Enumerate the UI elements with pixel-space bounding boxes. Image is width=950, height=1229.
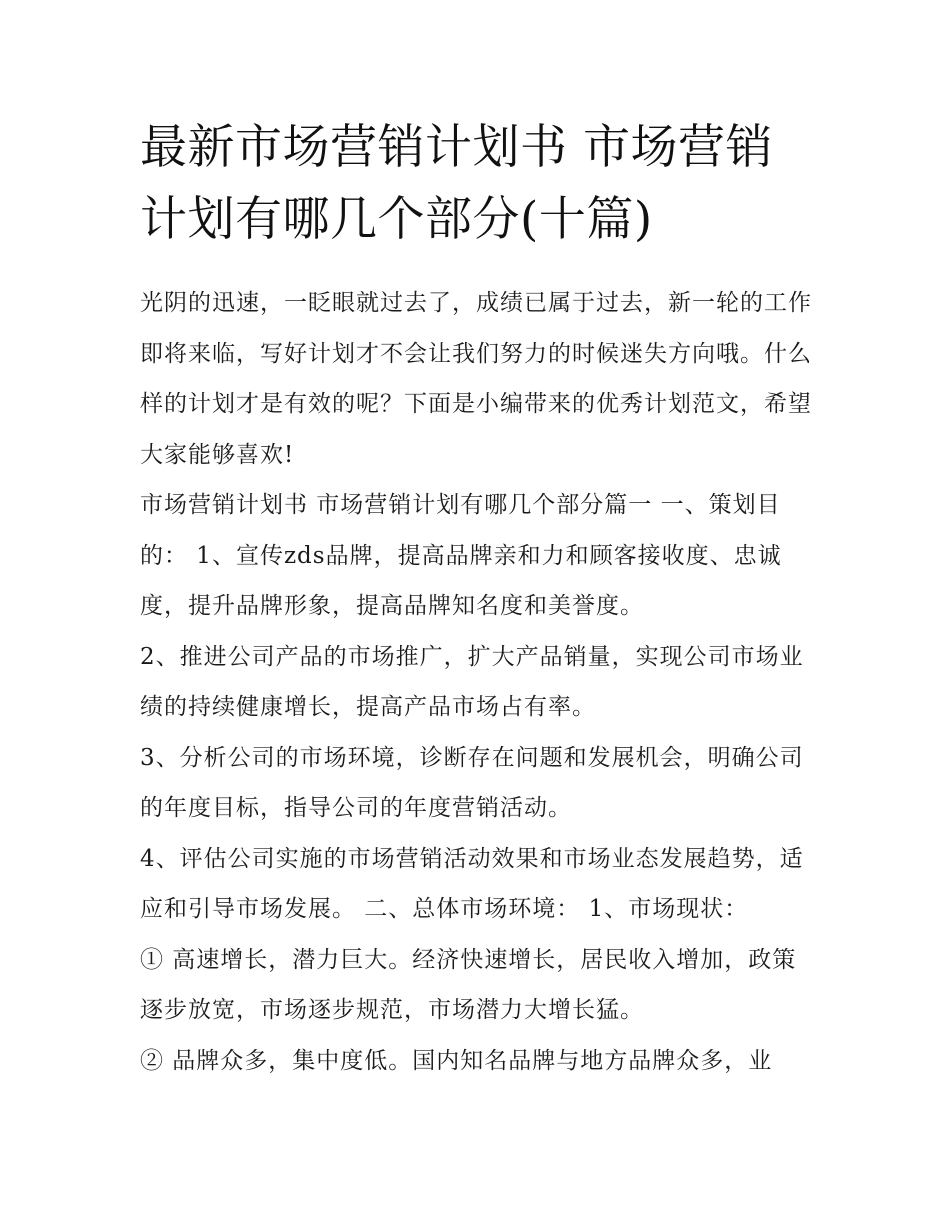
point-2-paragraph: 2、推进公司产品的市场推广，扩大产品销量，实现公司市场业绩的持续健康增长，提高产品市场占有率。 <box>140 643 804 720</box>
point-3-paragraph: 3、分析公司的市场环境，诊断存在问题和发展机会，明确公司的年度目标，指导公司的年度营销活动。 <box>140 744 804 821</box>
circled-1-paragraph: ① 高速增长，潜力巨大。经济快速增长，居民收入增加，政策逐步放宽，市场逐步规范，市场潜力大增长猛。 <box>140 946 797 1023</box>
circled-2-paragraph: ② 品牌众多，集中度低。国内知名品牌与地方品牌众多，业 <box>140 1047 773 1074</box>
document-page <box>140 112 820 1086</box>
document-title: 最新市场营销计划书 市场营销计划有哪几个部分(十篇) <box>140 120 773 247</box>
intro-paragraph: 光阴的迅速，一眨眼就过去了，成绩已属于过去，新一轮的工作即将来临，写好计划才不会让我们努力的时候迷失方向哦。什么样的计划才是有效的呢？下面是小编带来的优秀计划范文，希望大家能够喜欢! <box>140 290 812 468</box>
point-4-paragraph: 4、评估公司实施的市场营销活动效果和市场业态发展趋势，适应和引导市场发展。 二、总体市场环境： 1、市场现状： <box>140 845 804 922</box>
section-one-paragraph: 市场营销计划书 市场营销计划有哪几个部分篇一 一、策划目的： 1、宣传zds品牌，提高品牌亲和力和顾客接收度、忠诚度，提升品牌形象，提高品牌知名度和美誉度。 <box>140 492 782 619</box>
